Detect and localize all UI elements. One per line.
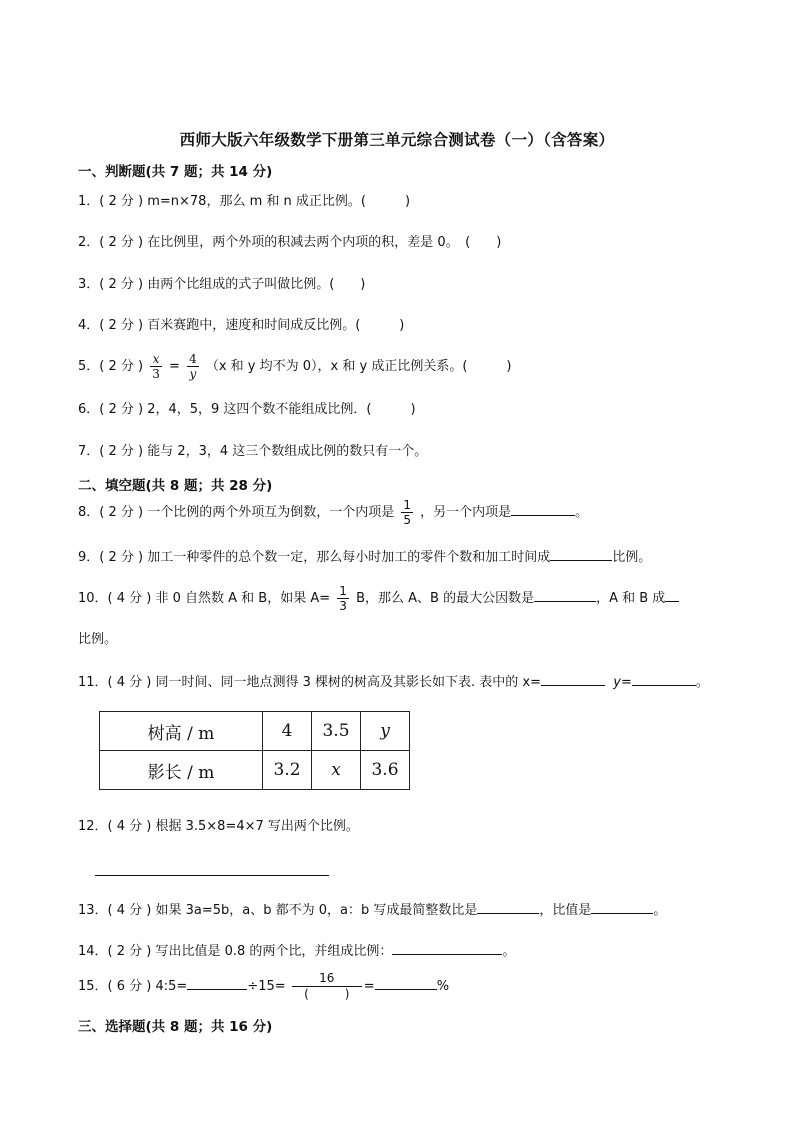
question-11-mid: y= [613,675,632,690]
page-title: 西师大版六年级数学下册第三单元综合测试卷（一）（含答案） [179,131,615,149]
table-cell: 树高 / m [100,712,263,751]
equals-sign: = [363,979,375,994]
question-6: 6．( 2 分 ) 2，4，5，9 这四个数不能组成比例．( ) [78,402,416,417]
fraction-x-over-3 [150,352,162,381]
question-14-end: 。 [502,944,516,959]
answer-blank[interactable] [511,503,575,516]
equals-sign: = [169,359,180,374]
table-cell: 4 [263,712,312,751]
fraction-numerator: 16 [292,971,362,987]
table-cell: x [312,751,361,790]
answer-blank[interactable] [375,977,437,990]
fraction-denominator: 5 [403,513,411,527]
question-5 [78,350,511,384]
question-2: 2．( 2 分 ) 在比例里，两个外项的积减去两个内项的积，差是 0。 ( ) [78,235,502,250]
question-10-continued: 比例。 [78,632,118,647]
question-11-prefix: 11．( 4 分 ) 同一时间、同一地点测得 3 棵树的树高及其影长如下表. 表中的 x= [78,675,542,690]
answer-blank-x[interactable] [541,673,605,686]
fraction-numerator: 1 [339,584,347,598]
fraction-denominator: 3 [152,367,160,381]
question-3: 3．( 2 分 ) 由两个比组成的式子叫做比例。( ) [78,277,366,292]
question-5-prefix: 5．( 2 分 ) [78,359,144,374]
question-1: 1．( 2 分 ) m=n×78，那么 m 和 n 成正比例。( ) [78,194,411,209]
question-14-prefix: 14．( 2 分 ) 写出比值是 0.8 的两个比，并组成比例： [78,944,393,959]
answer-blank[interactable] [187,977,247,990]
section-heading-choice: 三、选择题(共 8 题；共 16 分) [78,1019,273,1035]
table-cell: y [361,712,410,751]
question-15-mid: ÷15= [247,979,286,994]
question-13 [78,901,666,920]
fraction-4-over-y [187,352,199,381]
question-11 [78,673,709,692]
table-row [100,712,410,751]
question-8-end: 。 [575,505,589,520]
question-9 [78,548,651,567]
fraction-1-over-5 [401,498,413,527]
fraction-1-over-3 [337,584,349,613]
question-13-mid: ，比值是 [539,903,592,918]
question-9-text: 9．( 2 分 ) 加工一种零件的总个数一定，那么每小时加工的零件个数和加工时间成 [78,550,551,565]
table-cell: 影长 / m [100,751,263,790]
section-heading-fill-in: 二、填空题(共 8 题；共 28 分) [78,478,273,494]
section-heading-judgement: 一、判断题(共 7 题；共 14 分) [78,164,273,180]
question-8-prefix: 8．( 2 分 ) 一个比例的两个外项互为倒数，一个内项是 [78,505,395,520]
answer-blank[interactable] [534,589,596,602]
fraction-numerator: 4 [189,352,197,366]
tree-height-shadow-table [99,711,410,790]
table-cell: 3.6 [361,751,410,790]
question-15-prefix: 15．( 6 分 ) 4:5= [78,979,188,994]
fraction-denominator: 3 [339,599,347,613]
question-10 [78,581,679,617]
fraction-denominator[interactable]: ( ) [304,987,350,1001]
fraction-16-over-blank [292,971,362,1002]
question-8-suffix: ，另一个内项是 [420,505,512,520]
question-10-mid2: ，A 和 B 成 [596,591,666,606]
answer-line[interactable] [95,874,329,876]
answer-blank[interactable] [392,942,502,955]
question-12: 12．( 4 分 ) 根据 3.5×8=4×7 写出两个比例。 [78,819,359,834]
question-15 [78,969,449,1005]
question-9-end: 比例。 [612,550,652,565]
fraction-numerator: x [152,352,160,366]
question-7: 7．( 2 分 ) 能与 2，3，4 这三个数组成比例的数只有一个。 [78,444,428,459]
answer-blank-y[interactable] [632,673,696,686]
question-8 [78,495,588,531]
table-cell: 3.2 [263,751,312,790]
fraction-numerator: 1 [403,498,411,512]
answer-blank[interactable] [591,901,653,914]
question-14 [78,942,515,961]
question-10-mid: B，那么 A、B 的最大公因数是 [356,591,535,606]
question-11-end: 。 [695,675,709,690]
question-5-suffix: （x 和 y 均不为 0），x 和 y 成正比例关系。( ) [205,359,512,374]
answer-blank[interactable] [550,548,612,561]
question-13-end: 。 [653,903,667,918]
percent-sign: % [436,979,450,994]
answer-blank[interactable] [477,901,539,914]
table-cell: 3.5 [312,712,361,751]
question-13-prefix: 13．( 4 分 ) 如果 3a=5b，a、b 都不为 0，a：b 写成最简整数比是 [78,903,478,918]
table-row [100,751,410,790]
question-10-prefix: 10．( 4 分 ) 非 0 自然数 A 和 B，如果 A= [78,591,331,606]
answer-blank[interactable] [665,589,679,602]
fraction-denominator: y [187,366,199,381]
question-4: 4．( 2 分 ) 百米赛跑中，速度和时间成反比例。( ) [78,318,405,333]
